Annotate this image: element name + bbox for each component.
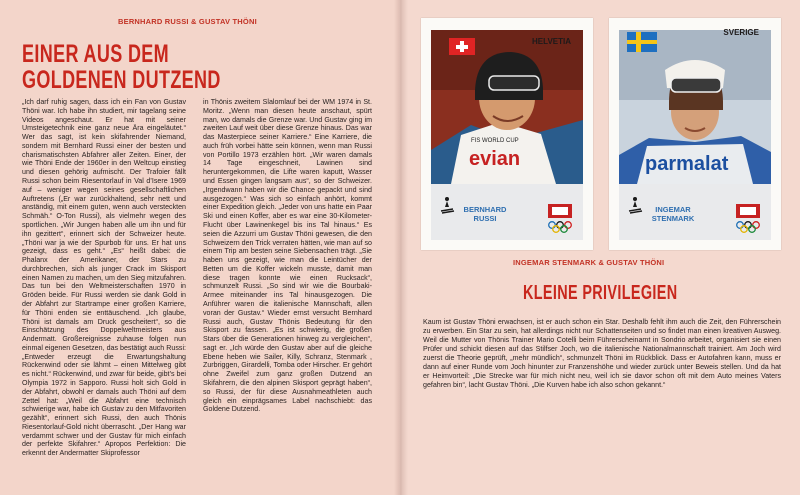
left-page xyxy=(0,0,399,495)
card-country-stenmark: SVERIGE xyxy=(723,28,759,37)
right-kicker: INGEMAR STENMARK & GUSTAV THÖNI xyxy=(513,258,665,267)
card-last-name-russi: RUSSI xyxy=(473,213,497,223)
sticker-card-stenmark xyxy=(609,18,781,250)
left-column-2: in Thönis zweitem Slalomlauf bei der WM 1974 in St. Moritz. „Wenn man diesen heute anschaut, spürt man, wo damals die Grenze war. Und Gustav ging im zweiten Lauf weit über diese Grenze hinaus. Das war das Masterpiece seiner Karriere.“ Eine Karriere, die auch früh vorbei hätte sein können, wenn man Russi von Portillo 1973 erzählen hört. „Wir waren damals 14 Tage eingeschneit, Lawinen sind heruntergekommen, die Lifte waren kaputt, Wasser und Essen gingen langsam aus“, so der Schweizer. „Irgendwann haben wir die Chance gepackt und sind ausgezogen.“ Was sich so einfach anhört, kommt einer Expedition gleich. „Jeder von uns hatte ein Paar Ski und einen Koffer, aber es war eine 30-Kilometer-Flucht über Lawinenkegel bis ins Tal hinaus.“ Es seien die Azzurri um Gustav Thöni gewesen, die den Schweizern den Trick verraten hätten, wie man auf so einem Trip am besten seine Siebensachen trägt. „Sie haben uns gezeigt, wie man die Leintücher der Betten um die Koffer wickeln musste, damit man diese tragen konnte wie einen Rucksack“, schmunzelt Russi. „So sind wir wie die Bourbaki-Armee miteinander ins Tal hinausgezogen. Die Anführer waren die italienische Mannschaft, allen voran der Gustav.“ Wieder ernst versucht Bernhard Russi auch, Gustav Thönis Bedeutung für den Skisport zu fassen. „Es ist schwierig, die großen Stars über die Generationen hinweg zu vergleichen“, sagt er. „Ich würde den Gustav aber auf die gleiche Ebene heben wie Sailer, Killy, Schranz, Stenmark , Zurbriggen, Girardelli, Tomba oder Hirscher. Er gehört ohne Zweifel zum ganz großen Dutzend an Skifahrern, die den alpinen Skisport geprägt haben“, so Russi, der für diese Ausnahmeathleten auch gleich ein einprägsames Label nachschiebt: das Goldene Dutzend. xyxy=(203,98,373,414)
left-title-line-2: GOLDENEN DUTZEND xyxy=(22,66,221,94)
svg-text:FIS WORLD CUP: FIS WORLD CUP xyxy=(471,138,519,144)
svg-text:evian: evian xyxy=(469,148,521,170)
swedish-flag-icon xyxy=(627,32,657,52)
olympic-emblem-icon xyxy=(544,204,576,234)
left-title-line-1: EINER AUS DEM xyxy=(22,40,170,68)
stenmark-photo xyxy=(619,30,771,184)
card-country-russi: HELVETIA xyxy=(532,37,571,46)
right-title: KLEINE PRIVILEGIEN xyxy=(523,282,678,304)
book-gutter xyxy=(394,0,408,495)
sticker-card-russi xyxy=(421,18,593,250)
left-title xyxy=(22,42,221,94)
left-column-1: „Ich darf ruhig sagen, dass ich ein Fan von Gustav Thöni war. Ich habe ihn studiert, mir tagelang seine Videos angeschaut. Er hat mit seiner Umsteigetechnik eine ganz neue Ära eingeläutet.“ Wer das sagt, ist kein skifahrender Niemand, sondern mit Bernhard Russi einer der besten und charismatischsten Abfahrer aller Zeiten. Einer, der wie Thöni Ende der 1960er in den Weltcup einstieg und diesen gehörig aufmischt. Der Trafoier fällt Russi schon beim Riesentorlauf in Val d’Isere 1969 auf – weniger wegen seines gesellschaftlichen Auftretens („Er war zurückhaltend, sehr nett und anständig, mit einem guten, wenn auch versteckten Schmäh.“ O-Ton Russi), als vielmehr wegen des sportlichen. „Wir Jungen haben alle um ihn und für ihn gezittert“, erinnert sich der Schweizer heute. „Thöni war ja wie der Spurbob für uns. Er hat uns gezeigt, dass es geht.“ „Es“ heißt dabei: die Phalanx der Amerikaner, der Stars zu durchbrechen, sich als junger Crack im Skisport einen Namen zu machen, um den Sieg mitzufahren. Das tun bei den Weltmeisterschaften 1970 in Gröden beide. Für Russi werden sie dank Gold in der Abfahrt zur Startrampe einer großen Karriere, für Thöni enden sie enttäuschend. „Ich glaube, Thöni ist damals am Druck gescheitert“, so die Einschätzung des Doppelweltmeisters aus Andermatt. Großereignisse zuhause folgen nun einmal eigenen Gesetzen, das bestätigt auch Russi: „Entweder erzeugt die Erwartungshaltung Rückenwind oder sie lähmt – einen Mittelweg gibt es nicht.“ Rückenwind, und zwar für beide, gibt’s bei Olympia 1972 in Sapporo. Russi holt sich Gold in der Abfahrt, obwohl er damals auch Thöni auf dem Zettel hat: „Weil die Abfahrt eine technisch schwierige war, habe ich Gustav zu den Mitfavoriten gezählt“, erinnert sich Russi, den auch Thönis Riesentorlauf-Gold nicht überrascht. „Der Hang war verdammt schwer und der Gustav für mich einfach der perfekte Skifahrer.“ Apropos Perfektion: Die erkennt der Andermatter Skiprofessor xyxy=(22,98,186,458)
left-kicker: BERNHARD RUSSI & GUSTAV THÖNI xyxy=(118,17,257,26)
card-first-name-stenmark: INGEMAR xyxy=(655,205,691,214)
olympic-emblem-icon xyxy=(732,204,764,234)
swiss-flag-icon xyxy=(449,38,475,55)
card-first-name-russi: BERNHARD xyxy=(463,205,507,214)
right-body-text: Kaum ist Gustav Thöni erwachsen, ist er auch schon ein Star. Deshalb fehlt ihm auch die Zeit, den Führerschein zu erwerben. Ein Star zu sein, hat allerdings nicht nur Schattenseiten und so findet man einen kreativen Ausweg. Weil die Mutter von Thönis Trainer Mario Cotelli beim Führerscheinamt in Sondrio arbeitet, organisiert sie einen Prüfer und schickt diesen auf das Stilfser Joch, wo die italienische Nationalmannschaft trainiert. Am Joch wird zuerst die Theorie geprüft, „mehr mündlich“, schmunzelt Thöni im Rückblick. Dass er Autofahren kann, muss er dann auf einer Runde vom Joch hinunter zur Franzenshöhe und wieder zurück unter Beweis stellen. Und da hat er Heimvorteil: „Die Strecke war für mich nicht neu, weil ich sie davor schon oft mit dem Auto meines Vaters gefahren bin“, lacht Gustav Thöni. „Die Kurven habe ich also schon gekannt.“ xyxy=(423,318,781,389)
card-name-russi xyxy=(445,206,525,223)
card-name-stenmark xyxy=(633,206,713,223)
svg-text:parmalat: parmalat xyxy=(645,153,729,175)
card-last-name-stenmark: STENMARK xyxy=(651,213,695,223)
